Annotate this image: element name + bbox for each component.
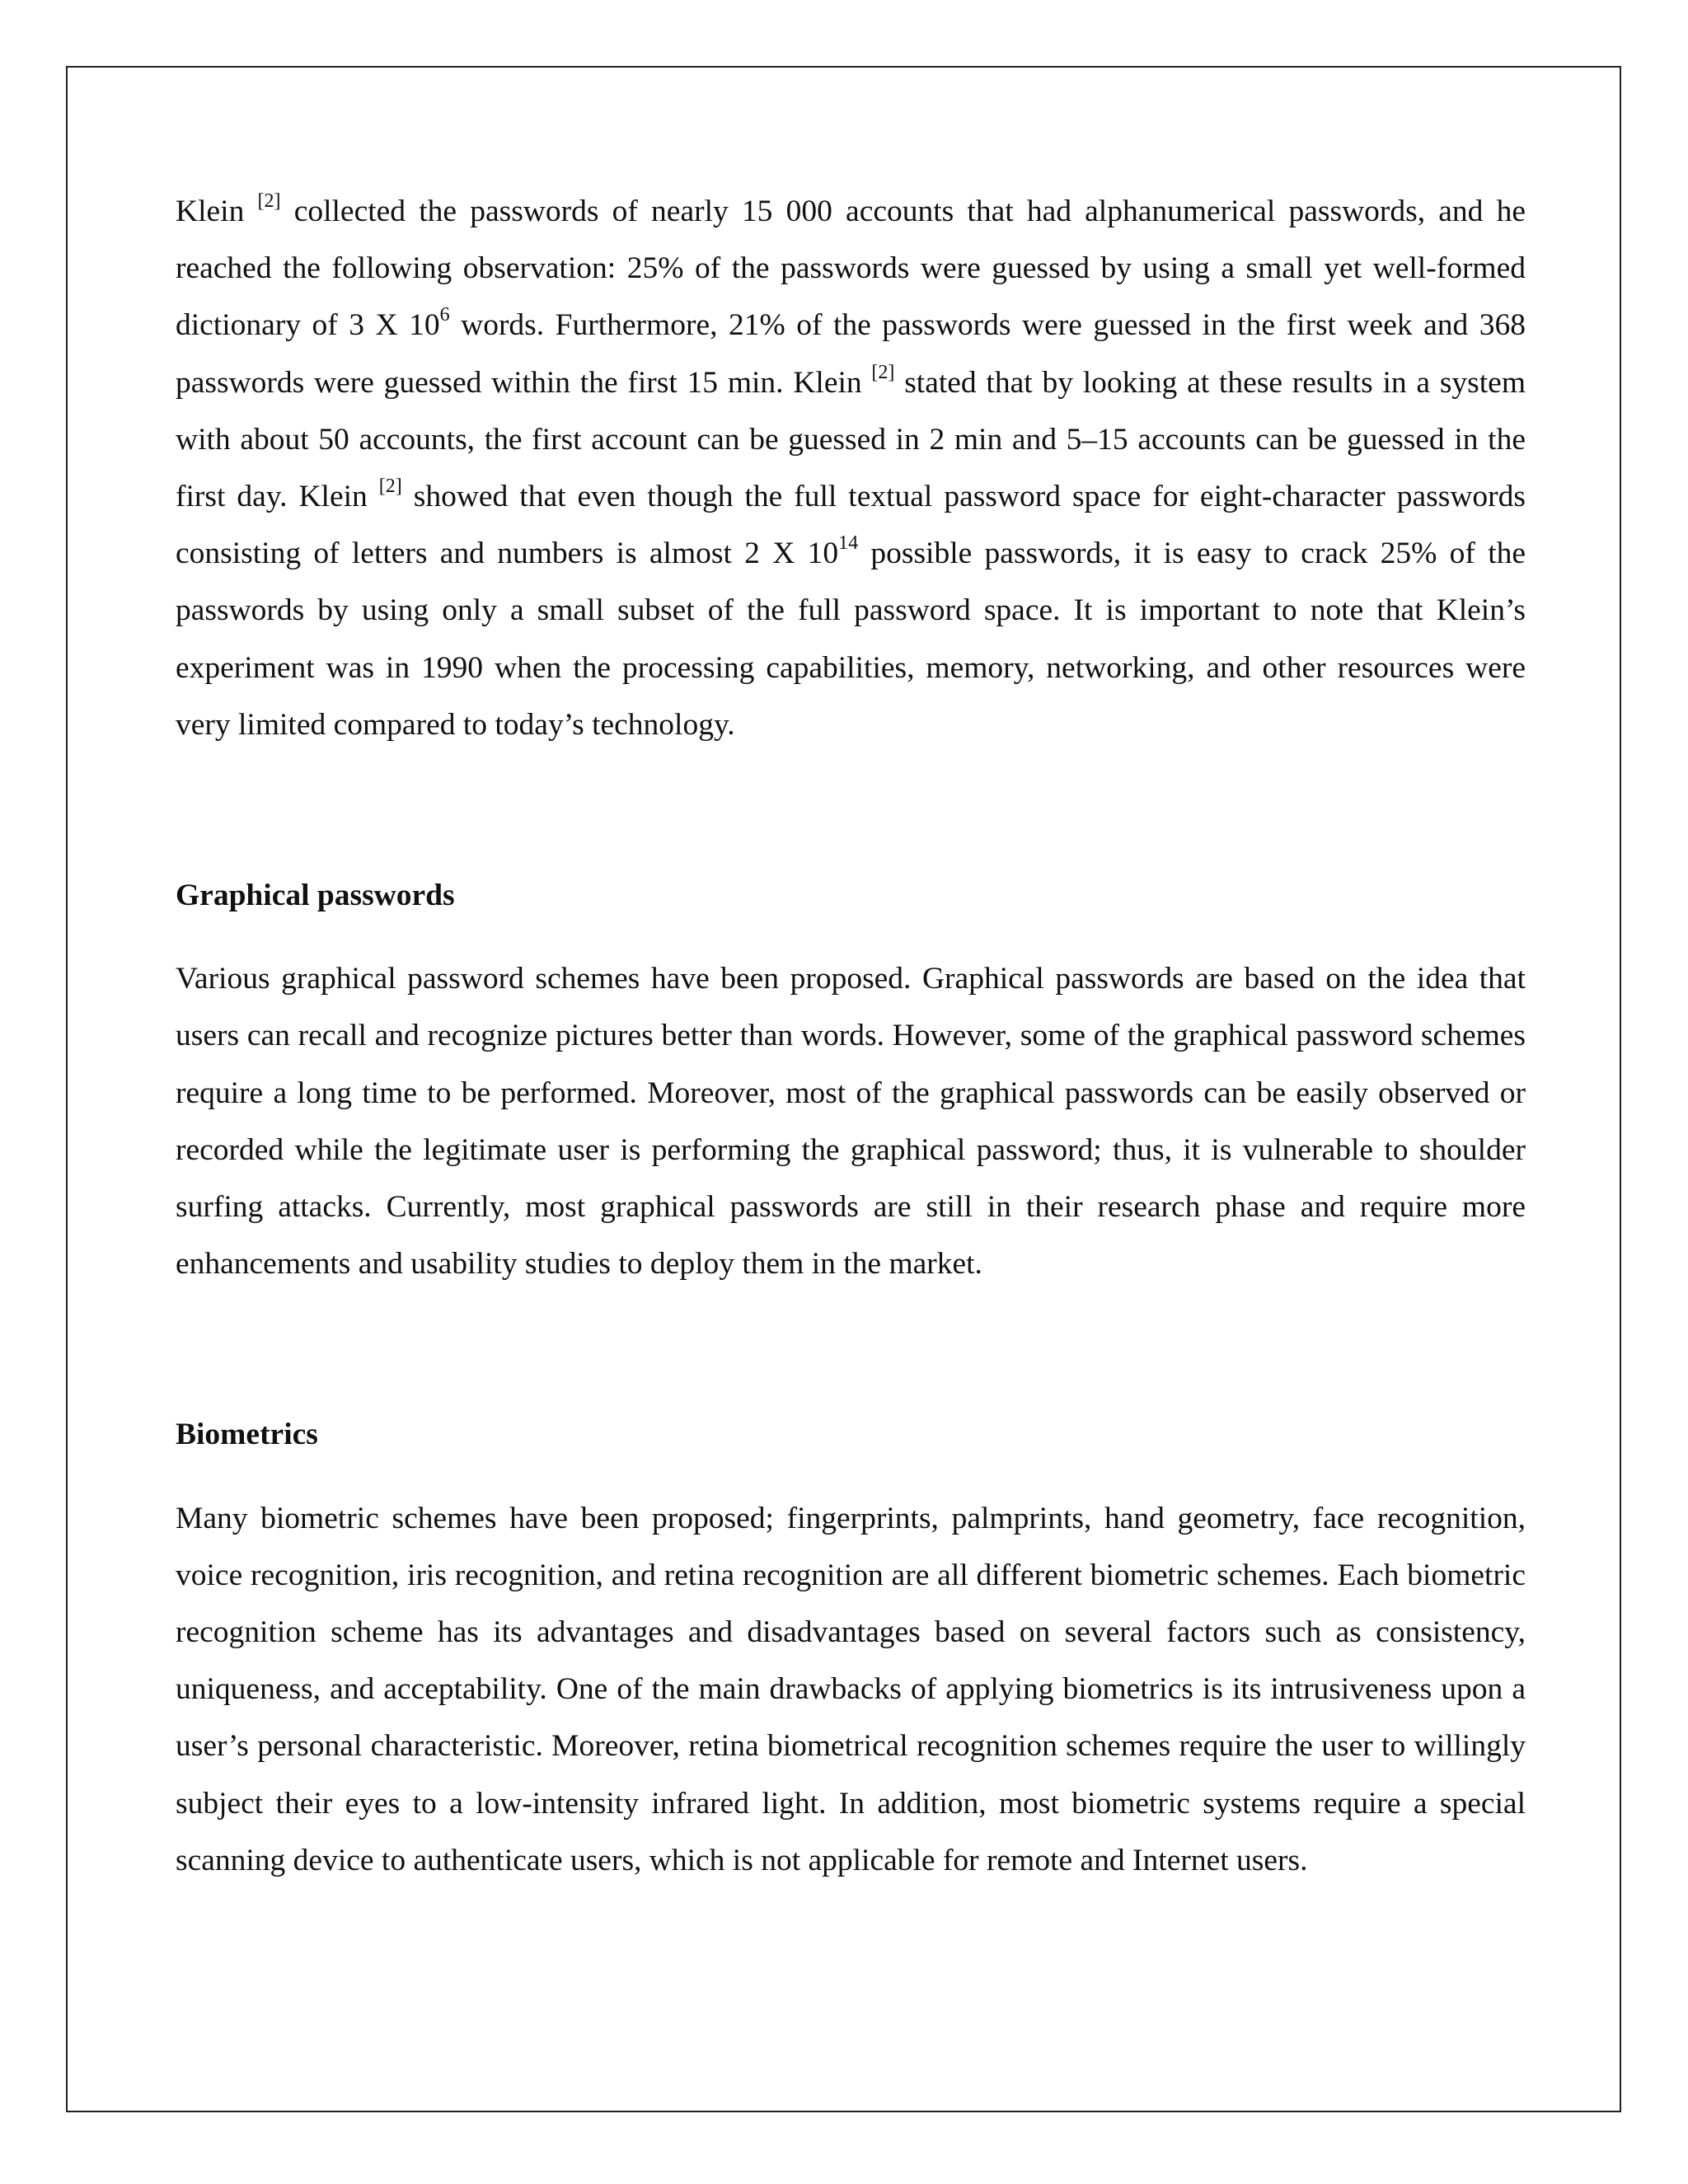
biometrics-paragraph: Many biometric schemes have been proposed; fingerprints, palmprints, hand geometry, face recognition, voice recognition, iris recognition, and retina recognition are all different biometric schemes. Each biometric recognition scheme has its advantages and disadvantages based on several factors such as consistency, uniqueness, and acceptability. One of the main drawbacks of applying biometrics is its intrusiveness upon a user’s personal characteristic. Moreover, retina biometrical recognition schemes require the user to willingly subject their eyes to a low-intensity infrared light. In addition, most biometric systems require a special scanning device to authenticate users, which is not applicable for remote and Internet users. (176, 1501, 1526, 1877)
klein-paragraph (176, 183, 1526, 753)
text-segment: Klein (176, 194, 245, 228)
heading-spacer (176, 924, 1526, 950)
text-segment: collected the passwords of nearly 15 000 accounts that had alphanumerical passwords, and he reached the following observation: 25% of the passwords were guessed by using a small yet well-formed dictionary of 3 X 10 (176, 194, 1526, 343)
citation-ref: [2] (257, 190, 281, 212)
exponent: 6 (439, 304, 450, 326)
graphical-passwords-heading: Graphical passwords (176, 879, 455, 913)
graphical-passwords-paragraph: Various graphical password schemes have been proposed. Graphical passwords are based on the idea that users can recall and recognize pictures better than words. However, some of the graphical password schemes require a long time to be performed. Moreover, most of the graphical passwords can be easily observed or recorded while the legitimate user is performing the graphical password; thus, it is vulnerable to shoulder surfing attacks. Currently, most graphical passwords are still in their research phase and require more enhancements and usability studies to deploy them in the market. (176, 962, 1526, 1282)
citation-ref: [2] (378, 476, 402, 498)
page-content (176, 183, 1526, 1889)
section-spacer (176, 1292, 1526, 1406)
section-spacer (176, 753, 1526, 867)
text-segment: stated that by looking at these results in a system with about 50 accounts, the first account can be guessed in 2 min and 5–15 accounts can be guessed in the first day. Klein (176, 365, 1526, 514)
exponent: 14 (838, 532, 859, 555)
text-segment: showed that even though the full textual password space for eight-character passwords consisting of letters and numbers is almost 2 X 10 (176, 480, 1526, 571)
heading-spacer (176, 1464, 1526, 1490)
text-segment: possible passwords, it is easy to crack 25% of the passwords by using only a small subset of the full password space. It is important to note that Klein’s experiment was in 1990 when the processing capabilities, memory, networking, and other resources were very limited compared to today’s technology. (176, 537, 1526, 742)
citation-ref: [2] (871, 361, 895, 383)
biometrics-heading: Biometrics (176, 1418, 318, 1452)
text-segment: words. Furthermore, 21% of the passwords were guessed in the first week and 368 passwords were guessed within the first 15 min. Klein (176, 308, 1526, 400)
